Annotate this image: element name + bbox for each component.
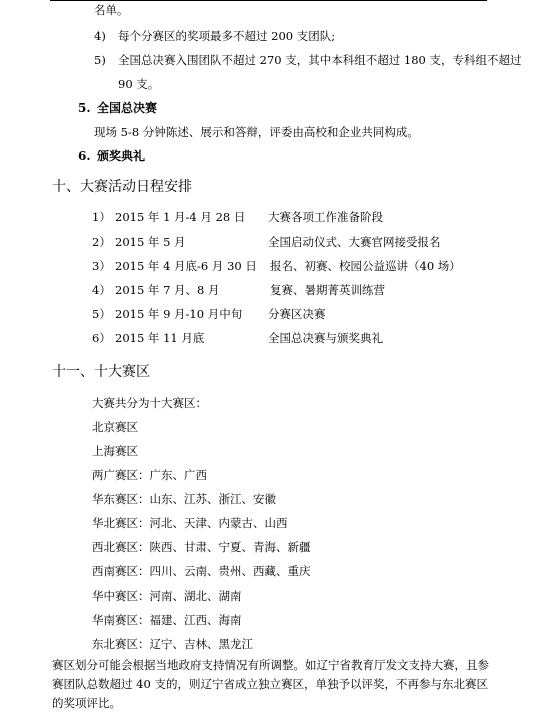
regions-intro: 大赛共分为十大赛区： xyxy=(92,396,207,410)
prize-item-num: 5) xyxy=(94,53,106,67)
schedule-heading: 十、大赛活动日程安排 xyxy=(52,179,192,195)
regions-heading: 十一、十大赛区 xyxy=(52,364,150,380)
schedule-row-num: 2） xyxy=(92,235,111,249)
prize-item-text: 全国总决赛入围团队不超过 270 支，其中本科组不超过 180 支，专科组不超过 xyxy=(118,53,522,67)
region-item: 北京赛区 xyxy=(92,420,138,434)
schedule-row-num: 5） xyxy=(92,307,111,321)
schedule-row-date: 2015 年 7 月、8 月 xyxy=(115,283,220,297)
continuation-text: 名单。 xyxy=(94,3,129,17)
schedule-row-num: 3） xyxy=(92,259,111,273)
section-6-num: 6. xyxy=(78,149,91,163)
region-item: 东北赛区：辽宁、吉林、黑龙江 xyxy=(92,637,253,651)
schedule-row-desc: 报名、初赛、校园公益巡讲（40 场） xyxy=(270,259,461,273)
schedule-row-date: 2015 年 1 月-4 月 28 日 xyxy=(115,210,246,224)
schedule-row-date: 2015 年 4 月底-6 月 30 日 xyxy=(115,259,257,273)
schedule-row-desc: 大赛各项工作准备阶段 xyxy=(268,210,383,224)
section-6-title: 颁奖典礼 xyxy=(97,149,146,163)
regions-note: 赛区划分可能会根据当地政府支持情况有所调整。如辽宁省教育厅发文支持大赛，且参赛团队总数超过 40 支的，则辽宁省成立独立赛区，单独予以评奖，不再参与东北赛区的奖项评比。 xyxy=(52,658,489,710)
schedule-row-desc: 全国总决赛与颁奖典礼 xyxy=(268,331,383,345)
region-item: 西北赛区：陕西、甘肃、宁夏、青海、新疆 xyxy=(92,540,311,554)
schedule-row-date: 2015 年 5 月 xyxy=(115,235,186,249)
schedule-row-desc: 分赛区决赛 xyxy=(268,307,326,321)
region-item: 华东赛区：山东、江苏、浙江、安徽 xyxy=(92,492,276,506)
region-item: 两广赛区：广东、广西 xyxy=(92,468,207,482)
schedule-row-num: 4） xyxy=(92,283,111,297)
section-5-title: 全国总决赛 xyxy=(97,101,158,115)
schedule-row-desc: 全国启动仪式、大赛官网接受报名 xyxy=(268,235,441,249)
page-top-border xyxy=(50,0,487,1)
schedule-row-num: 6） xyxy=(92,331,111,345)
region-item: 华北赛区：河北、天津、内蒙古、山西 xyxy=(92,516,288,530)
prize-item-num: 4) xyxy=(94,29,106,43)
section-5-num: 5. xyxy=(78,101,91,115)
schedule-row-desc: 复赛、暑期菁英训练营 xyxy=(270,283,385,297)
section-5-body: 现场 5-8 分钟陈述、展示和答辩，评委由高校和企业共同构成。 xyxy=(94,125,419,139)
region-item: 华南赛区：福建、江西、海南 xyxy=(92,613,242,627)
schedule-row-num: 1） xyxy=(92,210,111,224)
region-item: 华中赛区：河南、湖北、湖南 xyxy=(92,589,242,603)
prize-item-text: 每个分赛区的奖项最多不超过 200 支团队; xyxy=(118,29,336,43)
region-item: 西南赛区：四川、云南、贵州、西藏、重庆 xyxy=(92,564,311,578)
prize-item-text-cont: 90 支。 xyxy=(118,77,160,91)
region-item: 上海赛区 xyxy=(92,444,138,458)
schedule-row-date: 2015 年 11 月底 xyxy=(115,331,205,345)
schedule-row-date: 2015 年 9 月-10 月中旬 xyxy=(115,307,243,321)
